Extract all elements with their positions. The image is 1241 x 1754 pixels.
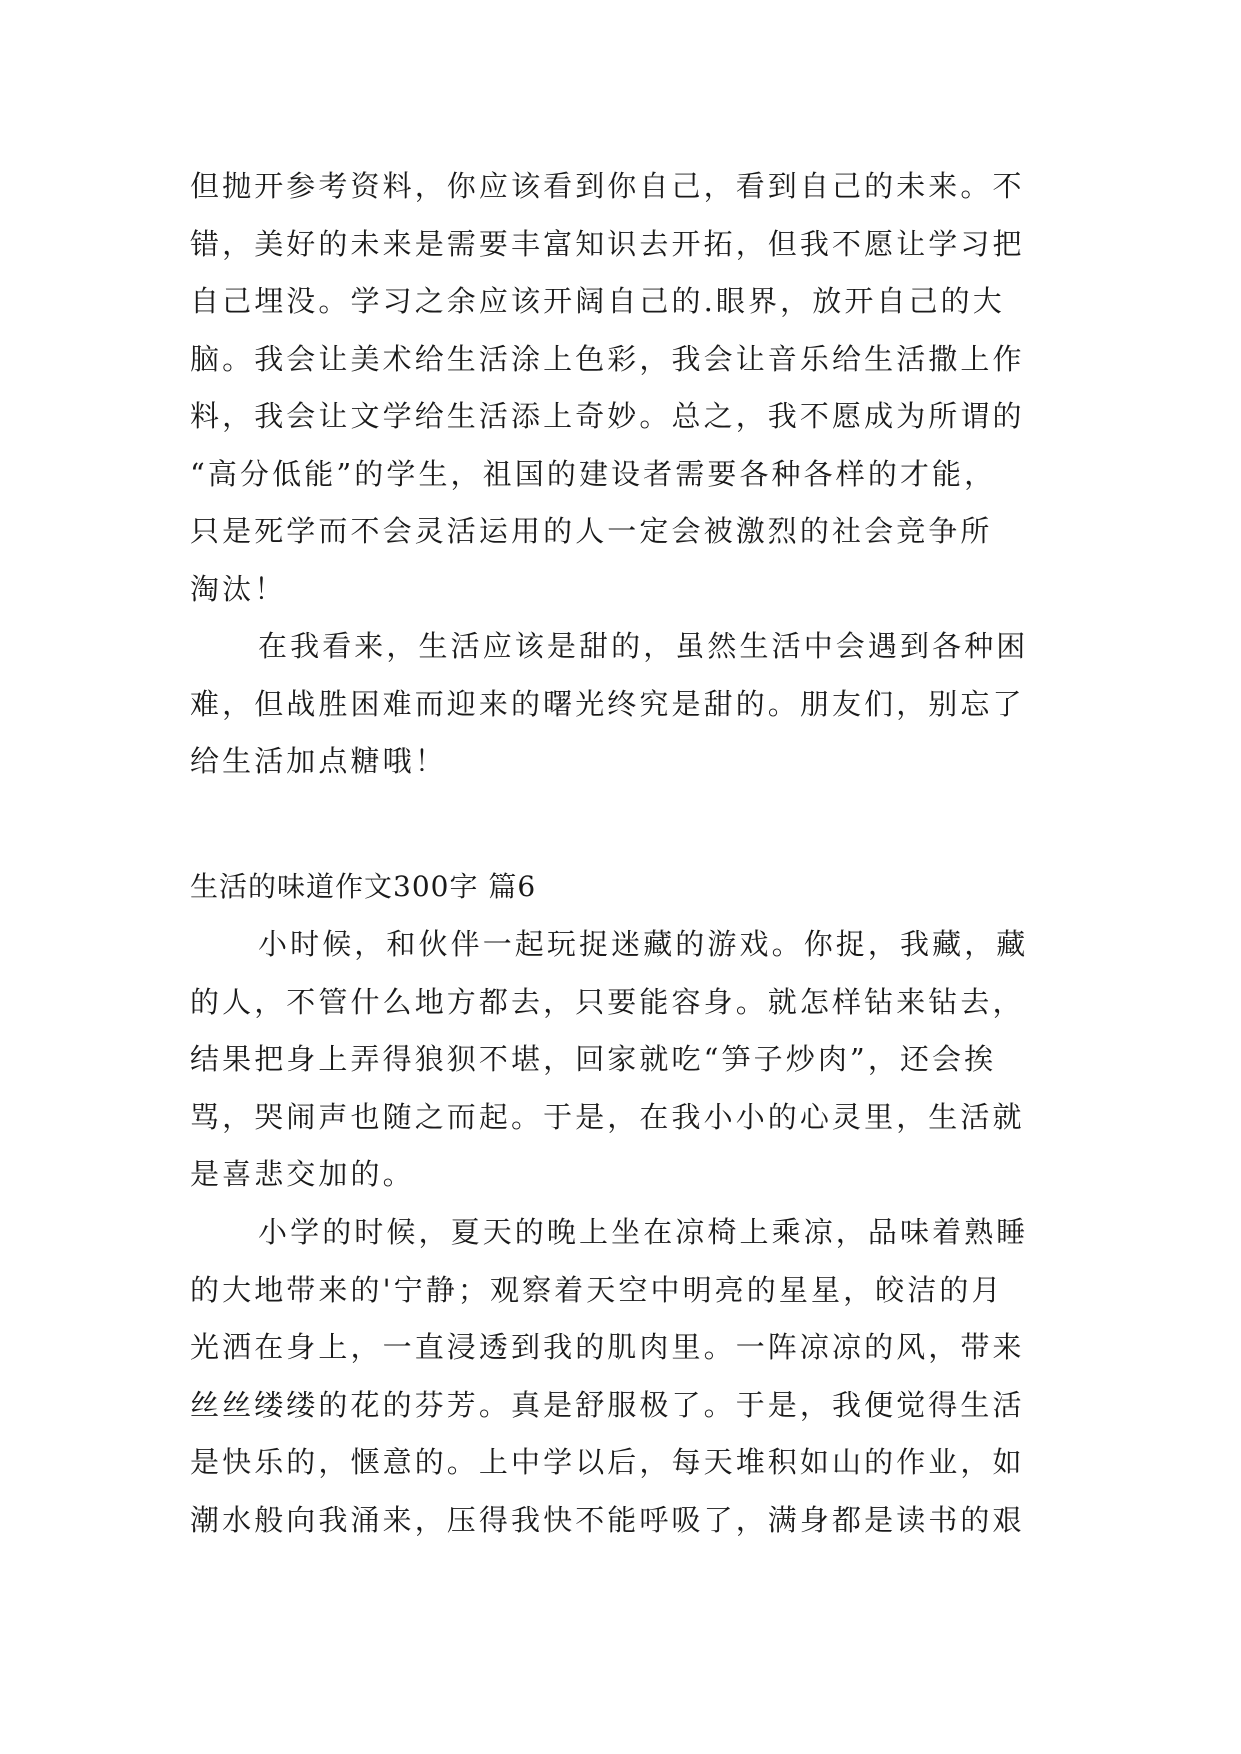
essay-heading: 生活的味道作文300字 篇6: [190, 870, 537, 903]
text-line: 小学的时候，夏天的晚上坐在凉椅上乘凉，品味着熟睡: [258, 1215, 1029, 1249]
text-line: 光洒在身上，一直浸透到我的肌肉里。一阵凉凉的风，带来: [190, 1330, 1025, 1364]
text-line: 错，美好的未来是需要丰富知识去开拓，但我不愿让学习把: [190, 226, 1025, 261]
text-line: “高分低能”的学生，祖国的建设者需要各种各样的才能，: [190, 456, 997, 491]
text-line: 给生活加点糖哦！: [190, 744, 447, 778]
text-line: 潮水般向我涌来，压得我快不能呼吸了，满身都是读书的艰: [190, 1502, 1025, 1537]
text-line: 结果把身上弄得狼狈不堪，回家就吃“笋子炒肉”，还会挨: [190, 1042, 997, 1076]
essay-paragraph-2: [190, 1204, 1065, 1549]
essay-paragraph-1: [190, 916, 1065, 1204]
text-line: 是喜悲交加的。: [190, 1157, 415, 1191]
text-line: 自己埋没。学习之余应该开阔自己的.眼界，放开自己的大: [190, 284, 1005, 318]
text-line: 小时候，和伙伴一起玩捉迷藏的游戏。你捉，我藏，藏: [258, 927, 1029, 961]
text-line: 丝丝缕缕的花的芬芳。真是舒服极了。于是，我便觉得生活: [190, 1387, 1025, 1422]
text-line: 的人，不管什么地方都去，只要能容身。就怎样钻来钻去，: [190, 984, 1025, 1019]
text-line: 骂，哭闹声也随之而起。于是，在我小小的心灵里，生活就: [190, 1099, 1025, 1134]
text-line: 淘汰！: [190, 571, 287, 606]
text-line: 脑。我会让美术给生活涂上色彩，我会让音乐给生活撒上作: [190, 341, 1025, 376]
paragraph-conclusion: [190, 618, 1065, 791]
text-line: 难，但战胜困难而迎来的曙光终究是甜的。朋友们，别忘了: [190, 686, 1025, 721]
text-line: 的大地带来的'宁静；观察着天空中明亮的星星，皎洁的月: [190, 1272, 1004, 1307]
text-line: 只是死学而不会灵活运用的人一定会被激烈的社会竞争所: [190, 514, 993, 548]
text-line: 但抛开参考资料，你应该看到你自己，看到自己的未来。不: [190, 169, 1025, 203]
text-line: 料，我会让文学给生活添上奇妙。总之，我不愿成为所谓的: [190, 399, 1025, 433]
text-line: 在我看来，生活应该是甜的，虽然生活中会遇到各种困: [258, 629, 1029, 663]
paragraph-continued: [190, 158, 1065, 618]
text-line: 是快乐的，惬意的。上中学以后，每天堆积如山的作业，如: [190, 1445, 1025, 1479]
